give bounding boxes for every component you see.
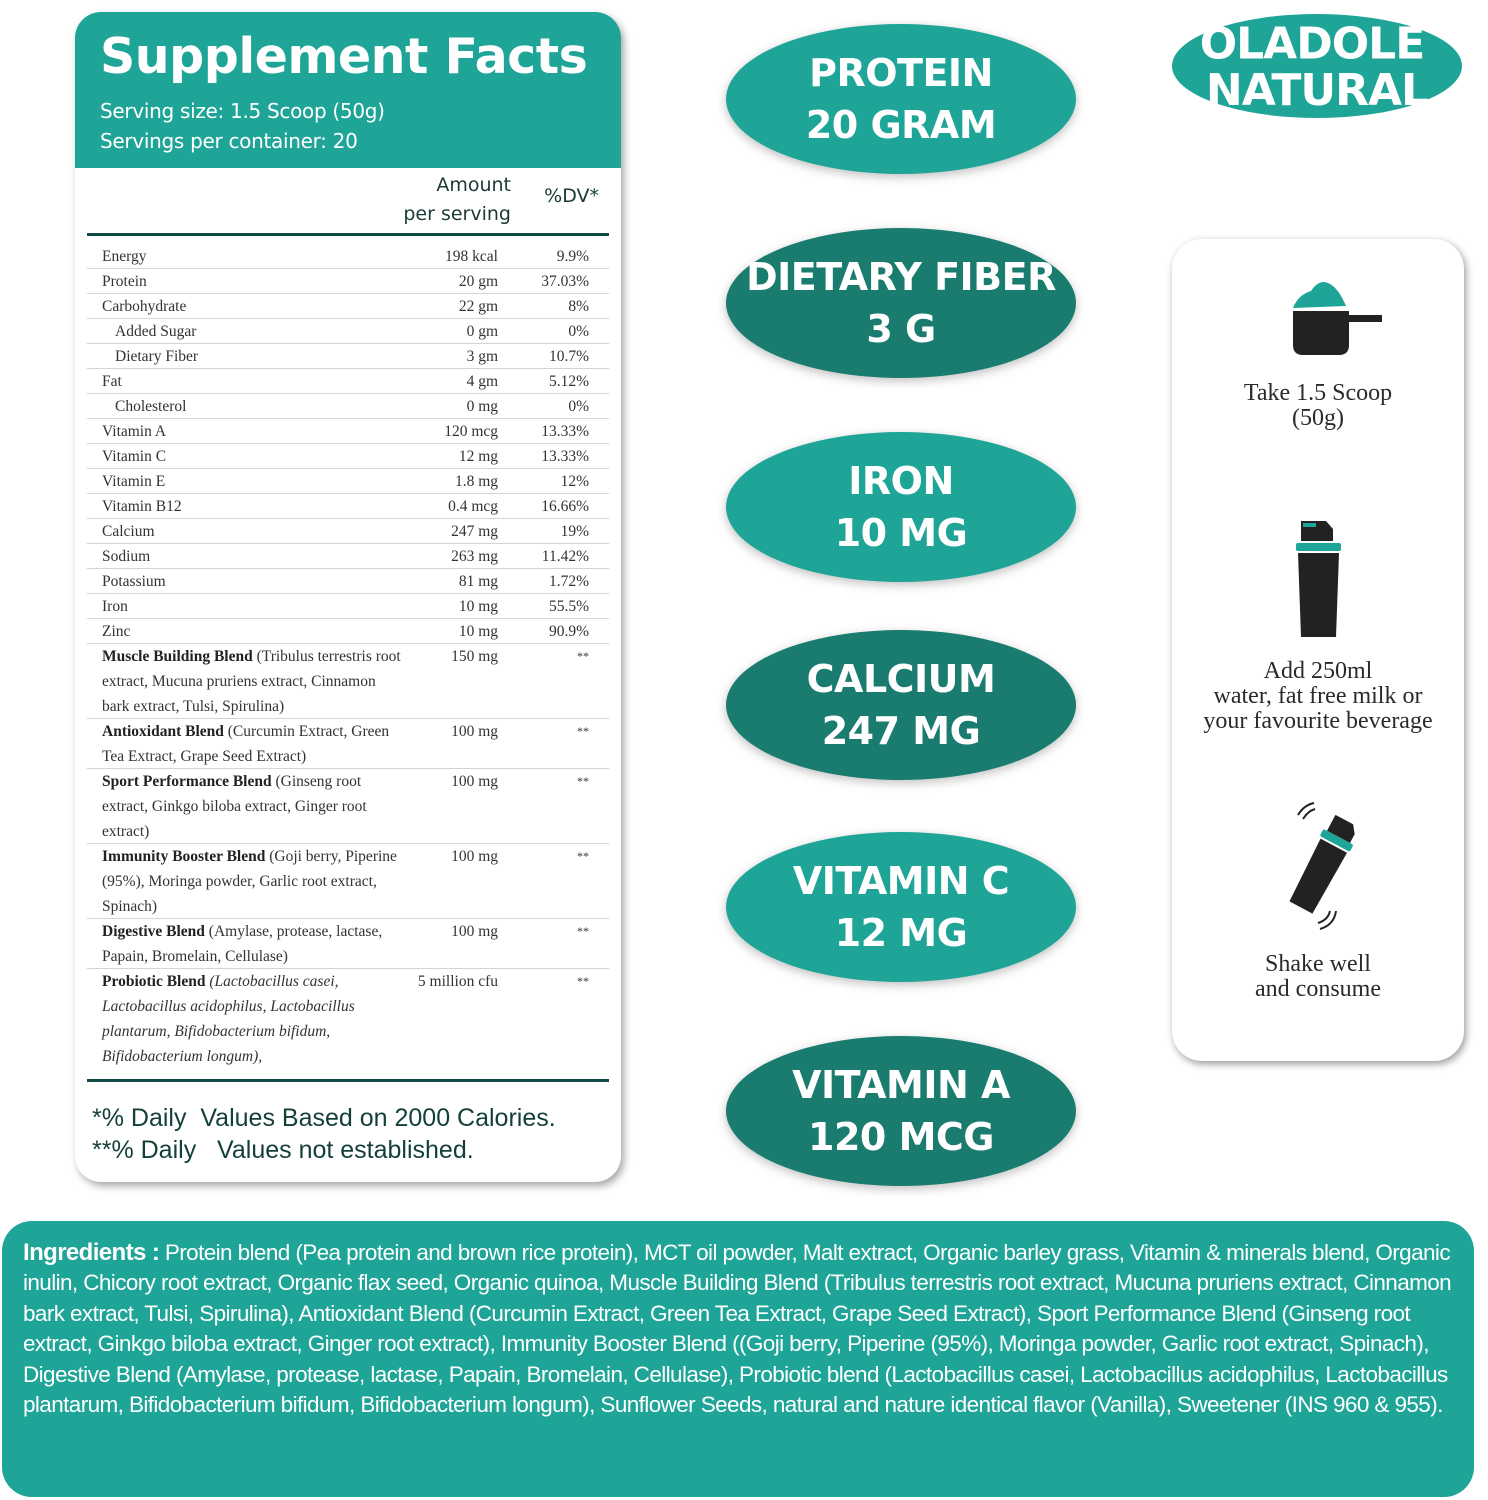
blend-detail: (Amylase, protease, lactase, Papain, Bromelain, Cellulase) bbox=[102, 923, 383, 965]
blend-detail: (Goji berry, Piperine (95%), Moringa powder, Garlic root extract, Spinach) bbox=[102, 848, 397, 915]
shaker-bottle-icon bbox=[1172, 519, 1464, 641]
nutrient-amount: 12 mg bbox=[458, 448, 498, 465]
table-row bbox=[87, 469, 609, 494]
nutrient-dv: 10.7% bbox=[548, 348, 589, 365]
amount-header-line2: per serving bbox=[403, 203, 511, 225]
blend-name: Probiotic Blend bbox=[102, 973, 206, 990]
highlight-calcium bbox=[726, 630, 1076, 780]
table-row bbox=[87, 344, 609, 369]
table-row bbox=[87, 319, 609, 344]
blend-row bbox=[87, 644, 609, 719]
column-headers bbox=[87, 168, 609, 236]
nutrient-name: Vitamin C bbox=[102, 448, 167, 465]
step-scoop bbox=[1172, 273, 1464, 431]
blend-dv: ** bbox=[577, 774, 589, 788]
blend-detail: (Ginseng root extract, Ginkgo biloba extract, Ginger root extract) bbox=[102, 773, 367, 840]
blend-row bbox=[87, 969, 609, 1069]
highlight-protein bbox=[726, 24, 1076, 174]
highlight-value: 247 MG bbox=[821, 709, 981, 753]
blend-amount: 100 mg bbox=[451, 848, 498, 865]
blend-dv: ** bbox=[577, 649, 589, 663]
nutrient-name: Cholesterol bbox=[115, 398, 187, 415]
highlight-value: 12 MG bbox=[834, 911, 968, 955]
nutrient-name: Sodium bbox=[102, 548, 151, 565]
table-row bbox=[87, 594, 609, 619]
blend-name: Digestive Blend bbox=[102, 923, 205, 940]
nutrient-amount: 120 mcg bbox=[444, 423, 498, 440]
nutrient-dv: 37.03% bbox=[541, 273, 589, 290]
blend-dv: ** bbox=[577, 849, 589, 863]
table-row bbox=[87, 569, 609, 594]
highlight-vitamin-a bbox=[726, 1036, 1076, 1186]
step-text-line2: and consume bbox=[1255, 976, 1381, 1002]
blend-amount: 100 mg bbox=[451, 723, 498, 740]
nutrient-amount: 1.8 mg bbox=[454, 473, 498, 490]
nutrient-amount: 0 mg bbox=[466, 398, 498, 415]
blend-detail: (Tribulus terrestris root extract, Mucuna pruriens extract, Cinnamon bark extract, Tulsi, Spirulina) bbox=[102, 648, 401, 715]
nutrient-name: Protein bbox=[102, 273, 147, 290]
blend-detail: (Curcumin Extract, Green Tea Extract, Grape Seed Extract) bbox=[102, 723, 390, 765]
ingredients-text: Protein blend (Pea protein and brown rice protein), MCT oil powder, Malt extract, Organic barley grass, Vitamin & minerals blend, Organic inulin, Chicory root extract, Organic flax seed, Organic quinoa, Muscle Building Blend (Tribulus terrestris root extract, Mucuna pruriens extract, Cinnamon bark extract, Tulsi, Spirulina), Antioxidant Blend (Curcumin Extract, Green Tea Extract, Grape Seed Extract), Sport Performance Blend (Ginseng root extract, Ginkgo biloba extract, Ginger root extract), Immunity Booster Blend ((Goji berry, Piperine (95%), Moringa powder, Garlic root extract, Spinach), Digestive Blend (Amylase, protease, lactase, Papain, Bromelain, Cellulase), Probiotic blend (Lactobacillus casei, Lactobacillus acidophilus, Lactobacillus plantarum, Bifidobacterium bifidum, Bifidobacterium longum), Sunflower Seeds, natural and nature identical flavor (Vanilla), Sweetener (INS 960 & 955). bbox=[23, 1240, 1452, 1418]
blend-amount: 5 million cfu bbox=[417, 973, 498, 990]
highlight-label: VITAMIN A bbox=[792, 1063, 1010, 1107]
table-row bbox=[87, 519, 609, 544]
table-row bbox=[87, 394, 609, 419]
blend-amount: 100 mg bbox=[451, 923, 498, 940]
nutrient-amount: 3 gm bbox=[466, 348, 498, 365]
nutrient-dv: 9.9% bbox=[556, 248, 589, 265]
highlight-value: 120 MCG bbox=[808, 1115, 994, 1159]
highlight-label: VITAMIN C bbox=[792, 859, 1010, 903]
blend-row bbox=[87, 844, 609, 919]
registered-mark: ® bbox=[1425, 11, 1435, 23]
brand-logo bbox=[1172, 11, 1462, 118]
nutrient-amount: 4 gm bbox=[466, 373, 498, 390]
blend-name: Sport Performance Blend bbox=[102, 773, 272, 790]
scoop-icon bbox=[1172, 273, 1464, 363]
nutrient-name: Potassium bbox=[102, 573, 166, 590]
logo-line2: NATURAL bbox=[1205, 64, 1429, 116]
nutrient-amount: 0 gm bbox=[466, 323, 498, 340]
blend-dv: ** bbox=[577, 724, 589, 738]
nutrient-name: Dietary Fiber bbox=[115, 348, 199, 365]
nutrient-name: Calcium bbox=[102, 523, 155, 540]
nutrient-dv: 0% bbox=[568, 323, 589, 340]
step-shake bbox=[1172, 801, 1464, 1002]
blend-amount: 100 mg bbox=[451, 773, 498, 790]
highlight-value: 3 G bbox=[866, 307, 936, 351]
table-row bbox=[87, 294, 609, 319]
highlight-label: PROTEIN bbox=[809, 51, 993, 95]
table-row bbox=[87, 619, 609, 644]
table-row bbox=[87, 369, 609, 394]
blend-dv: ** bbox=[577, 924, 589, 938]
nutrient-amount: 263 mg bbox=[451, 548, 498, 565]
blend-dv: ** bbox=[577, 974, 589, 988]
facts-title: Supplement Facts bbox=[100, 28, 588, 85]
nutrient-dv: 12% bbox=[560, 473, 589, 490]
serving-size: Serving size: 1.5 Scoop (50g) bbox=[100, 99, 385, 123]
facts-header bbox=[75, 12, 621, 168]
nutrient-amount: 0.4 mcg bbox=[448, 498, 498, 515]
blend-row bbox=[87, 769, 609, 844]
nutrient-dv: 11.42% bbox=[541, 548, 589, 565]
blend-name: Immunity Booster Blend bbox=[102, 848, 266, 865]
nutrient-dv: 13.33% bbox=[541, 423, 589, 440]
highlight-label: CALCIUM bbox=[806, 657, 996, 701]
table-row bbox=[87, 244, 609, 269]
step-text-line3: your favourite beverage bbox=[1203, 708, 1433, 734]
blend-name: Muscle Building Blend bbox=[102, 648, 253, 665]
step-text-line2: (50g) bbox=[1292, 405, 1344, 431]
blend-name: Antioxidant Blend bbox=[102, 723, 224, 740]
logo-line1: OLADOLE bbox=[1199, 18, 1425, 70]
step-text-line2: water, fat free milk or bbox=[1213, 683, 1423, 709]
step-add-liquid bbox=[1172, 519, 1464, 734]
ingredients-panel bbox=[2, 1221, 1474, 1497]
ingredients-label: Ingredients : bbox=[23, 1239, 160, 1266]
nutrient-amount: 10 mg bbox=[458, 598, 498, 615]
table-row bbox=[87, 444, 609, 469]
highlight-value: 20 GRAM bbox=[805, 103, 997, 147]
table-row bbox=[87, 269, 609, 294]
highlight-label: IRON bbox=[848, 459, 954, 503]
nutrient-amount: 198 kcal bbox=[445, 248, 498, 265]
servings-per-container: Servings per container: 20 bbox=[100, 129, 358, 153]
nutrient-dv: 16.66% bbox=[541, 498, 589, 515]
blend-row bbox=[87, 919, 609, 969]
nutrient-amount: 20 gm bbox=[458, 273, 498, 290]
amount-header-line1: Amount bbox=[436, 174, 511, 196]
nutrient-dv: 55.5% bbox=[548, 598, 589, 615]
highlight-value: 10 MG bbox=[834, 511, 968, 555]
nutrient-name: Vitamin A bbox=[102, 423, 167, 440]
facts-footnotes bbox=[87, 1079, 609, 1166]
blend-row bbox=[87, 719, 609, 769]
nutrient-dv: 1.72% bbox=[548, 573, 589, 590]
nutrient-name: Fat bbox=[102, 373, 122, 390]
table-row bbox=[87, 544, 609, 569]
nutrient-dv: 19% bbox=[560, 523, 589, 540]
nutrient-amount: 247 mg bbox=[451, 523, 498, 540]
footnote-not-established: **% Daily Values not established. bbox=[92, 1136, 474, 1164]
step-text-line1: Shake well bbox=[1265, 951, 1371, 977]
step-text-line1: Add 250ml bbox=[1263, 658, 1373, 684]
highlight-iron bbox=[726, 432, 1076, 582]
nutrient-name: Energy bbox=[102, 248, 147, 265]
nutrient-name: Carbohydrate bbox=[102, 298, 187, 315]
nutrient-dv: 13.33% bbox=[541, 448, 589, 465]
highlight-dietary-fiber bbox=[726, 228, 1076, 378]
nutrient-name: Vitamin B12 bbox=[102, 498, 182, 515]
highlight-vitamin-c bbox=[726, 832, 1076, 982]
nutrient-amount: 10 mg bbox=[458, 623, 498, 640]
highlight-label: DIETARY FIBER bbox=[746, 255, 1056, 299]
nutrient-name: Vitamin E bbox=[102, 473, 166, 490]
nutrient-dv: 90.9% bbox=[548, 623, 589, 640]
dv-column-header: %DV* bbox=[544, 185, 599, 207]
nutrient-name: Added Sugar bbox=[115, 323, 197, 340]
shaking-bottle-icon bbox=[1172, 801, 1464, 936]
blend-amount: 150 mg bbox=[451, 648, 498, 665]
nutrient-name: Zinc bbox=[102, 623, 131, 640]
blend-detail: (Lactobacillus casei, Lactobacillus acidophilus, Lactobacillus plantarum, Bifidobacterium bifidum, Bifidobacterium longum), bbox=[102, 973, 355, 1065]
nutrient-dv: 0% bbox=[568, 398, 589, 415]
nutrient-dv: 8% bbox=[568, 298, 589, 315]
nutrient-dv: 5.12% bbox=[548, 373, 589, 390]
footnote-daily-values: *% Daily Values Based on 2000 Calories. bbox=[92, 1104, 556, 1132]
table-row bbox=[87, 494, 609, 519]
nutrient-amount: 22 gm bbox=[458, 298, 498, 315]
nutrient-amount: 81 mg bbox=[458, 573, 498, 590]
step-text-line1: Take 1.5 Scoop bbox=[1243, 380, 1393, 406]
nutrient-name: Iron bbox=[102, 598, 128, 615]
amount-column-header bbox=[403, 171, 511, 229]
directions-card bbox=[1172, 239, 1464, 1061]
table-row bbox=[87, 419, 609, 444]
nutrient-table bbox=[87, 244, 609, 1069]
supplement-facts-panel bbox=[75, 12, 621, 1182]
